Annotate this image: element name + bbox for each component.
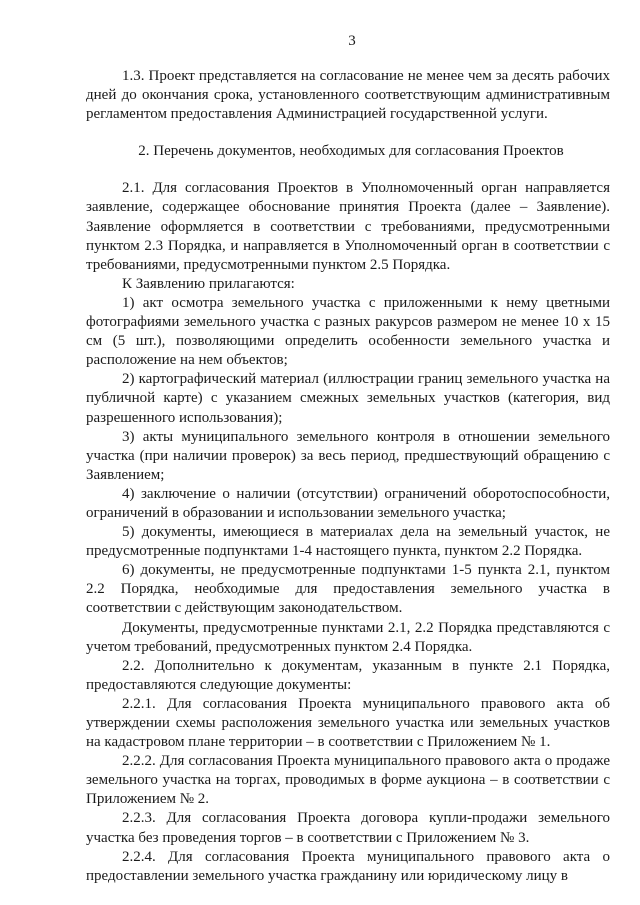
document-page	[86, 32, 610, 886]
list-item-5: 5) документы, имеющиеся в материалах дела на земельный участок, не предусмотренные подпунктами 1-4 настоящего пункта, пунктом 2.2 Порядка.	[86, 524, 610, 560]
list-item-1: 1) акт осмотра земельного участка с приложенными к нему цветными фотографиями земельного участка с разных ракурсов размером не менее 10 х 15 см (5 шт.), позволяющими определить особенности земельного участка и расположение на нем объектов;	[86, 294, 610, 369]
paragraph-1-3: 1.3. Проект представляется на согласование не менее чем за десять рабочих дней до окончания срока, установленного соответствующим административным регламентом предоставления Администрацией государственной услуги.	[86, 68, 610, 123]
paragraph-2-2-1: 2.2.1. Для согласования Проекта муниципального правового акта об утверждении схемы расположения земельного участка или земельных участков на кадастровом плане территории – в соответствии с Приложением № 1.	[86, 695, 610, 751]
list-item-6: 6) документы, не предусмотренные подпунктами 1-5 пункта 2.1, пунктом 2.2 Порядка, необходимые для предоставления земельного участка в соответствии с действующим законодательством.	[86, 562, 610, 617]
section-heading: 2. Перечень документов, необходимых для согласования Проектов	[138, 143, 564, 160]
paragraph-2-2: 2.2. Дополнительно к документам, указанным в пункте 2.1 Порядка, предоставляются следующие документы:	[86, 657, 610, 693]
list-item-4: 4) заключение о наличии (отсутствии) ограничений оборотоспособности, ограничений в образовании и использовании земельного участка;	[86, 485, 610, 521]
paragraph-2-2-4: 2.2.4. Для согласования Проекта муниципального правового акта о предоставлении земельного участка гражданину или юридическому лицу в	[86, 848, 610, 884]
page-number: 3	[348, 33, 356, 49]
paragraph-2-2-3: 2.2.3. Для согласования Проекта договора купли-продажи земельного участка без проведения торгов – в соответствии с Приложением № 3.	[86, 810, 610, 846]
list-item-3: 3) акты муниципального земельного контроля в отношении земельного участка (при наличии проверок) за весь период, предшествующий обращению с Заявлением;	[86, 428, 610, 483]
list-item-2: 2) картографический материал (иллюстрации границ земельного участка на публичной карте) с указанием смежных земельных участков (категория, вид разрешенного использования);	[86, 371, 610, 426]
paragraph-attachments-intro: К Заявлению прилагаются:	[122, 275, 295, 292]
paragraph-2-2-2: 2.2.2. Для согласования Проекта муниципального правового акта о продаже земельного участка на торгах, проводимых в форме аукциона – в соответствии с Приложением № 2.	[86, 753, 610, 808]
paragraph-documents-note: Документы, предусмотренные пунктами 2.1, 2.2 Порядка представляются с учетом требований, предусмотренных пунктом 2.4 Порядка.	[86, 619, 610, 655]
paragraph-2-1: 2.1. Для согласования Проектов в Уполномоченный орган направляется заявление, содержащее обоснование принятия Проекта (далее – Заявление). Заявление оформляется в соответствии с требованиями, предусмотренными пунктом 2.3 Порядка, и направляется в Уполномоченный орган в соответствии с требованиями, предусмотренными пунктом 2.5 Порядка.	[86, 180, 610, 273]
